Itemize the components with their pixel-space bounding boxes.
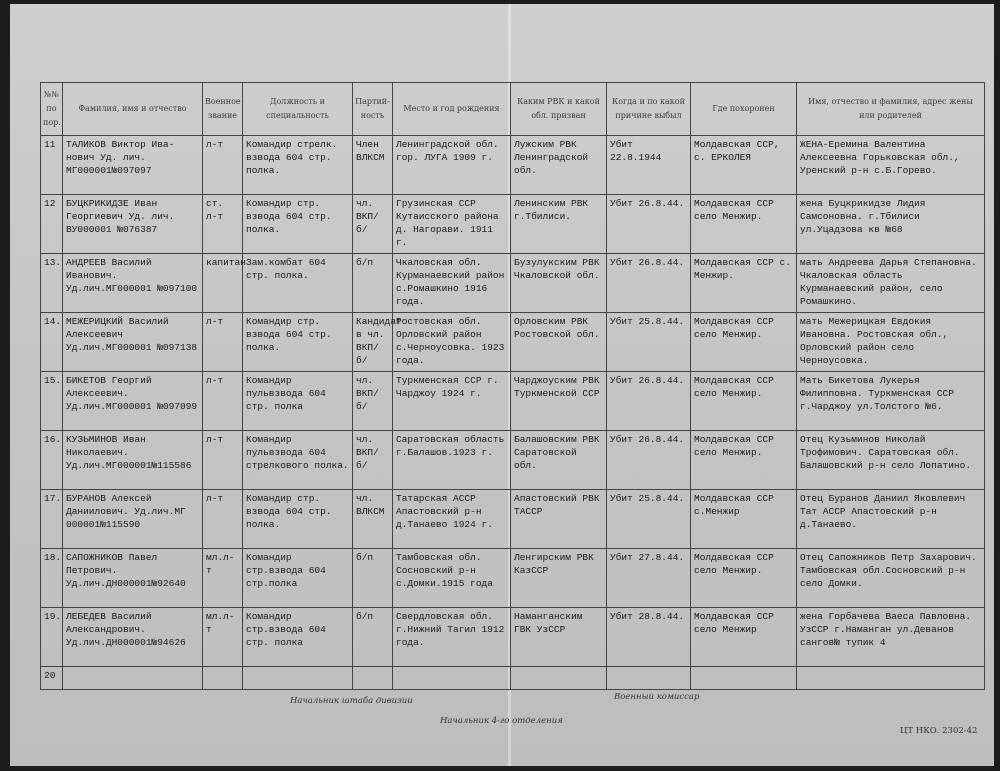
cell-rank: ст. л-т: [203, 195, 243, 254]
cell-birth: Тамбовская обл. Сосновский р-н с.Домки.1915 года: [393, 549, 511, 608]
cell-fio: КУЗЬМИНОВ Иван Николаевич. Уд.лич.МГ000001№115586: [63, 431, 203, 490]
header-party: Партий- ность: [353, 83, 393, 136]
table-row-empty: [41, 667, 985, 690]
cell-party: Член ВЛКСМ: [353, 136, 393, 195]
header-relative: Имя, отчество и фамилия, адрес жены или родителей: [797, 83, 985, 136]
cell-fio: САПОЖНИКОВ Павел Петрович. Уд.лич.ДН000001№92640: [63, 549, 203, 608]
cell-rvk: Орловским РВК Ростовской обл.: [511, 313, 607, 372]
table-row: [41, 254, 985, 313]
cell-rvk: Ленинским РВК г.Тбилиси.: [511, 195, 607, 254]
cell-num: 18.: [41, 549, 63, 608]
cell-when: Убит 26.8.44.: [607, 254, 691, 313]
cell-post: Командир стр.взвода 604 стр. полка: [243, 608, 353, 667]
cell-relative: мать Андреева Дарья Степановна. Чкаловская область Курманаевский район, село Ромашкино.: [797, 254, 985, 313]
cell-when: Убит 26.8.44.: [607, 431, 691, 490]
table-row: [41, 608, 985, 667]
cell-post: Командир пульвзвода 604 стр. полка: [243, 372, 353, 431]
cell-when: Убит 22.8.1944: [607, 136, 691, 195]
cell-birth: Саратовская область г.Балашов.1923 г.: [393, 431, 511, 490]
cell-buried: Молдавская ССР, с. ЕРКОЛЕЯ: [691, 136, 797, 195]
cell-fio: БУЦКРИКИДЗЕ Иван Георгиевич Уд. лич. ВУ000001 №076387: [63, 195, 203, 254]
cell-fio: БУРАНОВ Алексей Даниилович. Уд.лич.МГ 000001№115590: [63, 490, 203, 549]
table-row: [41, 313, 985, 372]
header-fio: Фамилия, имя и отчество: [63, 83, 203, 136]
cell-num: 13.: [41, 254, 63, 313]
cell-relative: Отец Кузьминов Николай Трофимович. Саратовская обл. Балашовский р-н село Лопатино.: [797, 431, 985, 490]
cell-buried: Молдавская ССР село Менжир.: [691, 549, 797, 608]
cell-party: б/п: [353, 549, 393, 608]
footer-chief-of-staff: Начальник штаба дивизии: [290, 696, 413, 706]
cell-empty: [393, 667, 511, 690]
cell-party: б/п: [353, 254, 393, 313]
cell-fio: ЛЕБЕДЕВ Василий Александрович. Уд.лич.ДН000001№94626: [63, 608, 203, 667]
cell-empty: [691, 667, 797, 690]
cell-rank: л-т: [203, 431, 243, 490]
table-row: [41, 490, 985, 549]
cell-birth: Ленинградской обл. гор. ЛУГА 1909 г.: [393, 136, 511, 195]
cell-fio: ТАЛИКОВ Виктор Ива- нович Уд. лич. МГ000001№097097: [63, 136, 203, 195]
cell-buried: Молдавская ССР с.Менжир: [691, 490, 797, 549]
cell-num: 19.: [41, 608, 63, 667]
cell-rvk: Бузулукским РВК Чкаловской обл.: [511, 254, 607, 313]
cell-rvk: Балашовским РВК Саратовской обл.: [511, 431, 607, 490]
cell-buried: Молдавская ССР село Менжир.: [691, 195, 797, 254]
cell-relative: Отец Буранов Даниил Яковлевич Тат АССР Апастовский р-н д.Танаево.: [797, 490, 985, 549]
cell-fio: БИКЕТОВ Георгий Алексеевич. Уд.лич.МГ000001 №097099: [63, 372, 203, 431]
cell-empty: [607, 667, 691, 690]
cell-empty: [63, 667, 203, 690]
cell-rank: л-т: [203, 490, 243, 549]
cell-post: Командир стр. взвода 604 стр. полка.: [243, 313, 353, 372]
cell-birth: Чкаловская обл. Курманаевский район с.Ромашкино 1916 года.: [393, 254, 511, 313]
cell-when: Убит 27.8.44.: [607, 549, 691, 608]
document-page: [10, 4, 994, 766]
cell-num: 11: [41, 136, 63, 195]
table-row: [41, 195, 985, 254]
cell-party: б/п: [353, 608, 393, 667]
header-rank: Военное звание: [203, 83, 243, 136]
cell-num: 15.: [41, 372, 63, 431]
header-when: Когда и по какой причине выбыл: [607, 83, 691, 136]
cell-buried: Молдавская ССР село Менжир.: [691, 372, 797, 431]
cell-party: чл. ВЛКСМ: [353, 490, 393, 549]
table-row: [41, 549, 985, 608]
header-rvk: Каким РВК и какой обл. призван: [511, 83, 607, 136]
cell-relative: Отец Сапожников Петр Захарович. Тамбовская обл.Сосновский р-н село Домки.: [797, 549, 985, 608]
cell-post: Командир стрелк. взвода 604 стр. полка.: [243, 136, 353, 195]
cell-rank: капитан: [203, 254, 243, 313]
cell-post: Командир пульвзвода 604 стрелкового полка.: [243, 431, 353, 490]
cell-num: 20: [41, 667, 63, 690]
cell-empty: [203, 667, 243, 690]
losses-register-table: [40, 82, 985, 690]
table-row: [41, 136, 985, 195]
cell-rank: л-т: [203, 372, 243, 431]
cell-when: Убит 25.8.44.: [607, 490, 691, 549]
cell-rvk: Ленгирским РВК КазССР: [511, 549, 607, 608]
cell-empty: [353, 667, 393, 690]
cell-num: 17.: [41, 490, 63, 549]
table-header-row: [41, 83, 985, 136]
cell-num: 16.: [41, 431, 63, 490]
cell-fio: АНДРЕЕВ Василий Иванович. Уд.лич.МГ000001 №097100: [63, 254, 203, 313]
cell-num: 12: [41, 195, 63, 254]
cell-rvk: Чарджоуским РВК Туркменской ССР: [511, 372, 607, 431]
cell-relative: ЖЕНА-Еремина Валентина Алексеевна Горьковская обл., Уренский р-н с.Б.Горево.: [797, 136, 985, 195]
cell-buried: Молдавская ССР село Менжир.: [691, 313, 797, 372]
cell-empty: [797, 667, 985, 690]
cell-post: Зам.комбат 604 стр. полка.: [243, 254, 353, 313]
cell-rank: л-т: [203, 313, 243, 372]
cell-when: Убит 25.8.44.: [607, 313, 691, 372]
cell-when: Убит 26.8.44.: [607, 195, 691, 254]
cell-num: 14.: [41, 313, 63, 372]
table-row: [41, 372, 985, 431]
footer-military-commissar: Военный комиссар: [614, 692, 700, 702]
cell-buried: Молдавская ССР село Менжир: [691, 608, 797, 667]
cell-buried: Молдавская ССР село Менжир.: [691, 431, 797, 490]
cell-rank: мл.л-т: [203, 608, 243, 667]
cell-empty: [243, 667, 353, 690]
cell-rvk: Наманганским ГВК УзССР: [511, 608, 607, 667]
cell-party: чл. ВКП/б/: [353, 372, 393, 431]
cell-birth: Ростовская обл. Орловский район с.Черноусовка. 1923 года.: [393, 313, 511, 372]
cell-birth: Татарская АССР Апастовский р-н д.Танаево 1924 г.: [393, 490, 511, 549]
cell-when: Убит 28.8.44.: [607, 608, 691, 667]
cell-empty: [511, 667, 607, 690]
cell-party: чл. ВКП/б/: [353, 195, 393, 254]
cell-post: Командир стр. взвода 604 стр. полка.: [243, 195, 353, 254]
cell-relative: Мать Бикетова Лукерья Филипповна. Туркменская ССР г.Чарджоу ул.Толстого №6.: [797, 372, 985, 431]
cell-post: Командир стр.взвода 604 стр.полка: [243, 549, 353, 608]
cell-relative: жена Горбачева Ваеса Павловна. УзССР г.Наманган ул.Деванов сангов№ тупик 4: [797, 608, 985, 667]
cell-rank: л-т: [203, 136, 243, 195]
cell-when: Убит 26.8.44.: [607, 372, 691, 431]
cell-rank: мл.л-т: [203, 549, 243, 608]
footer-department-head: Начальник 4-го отделения: [440, 716, 563, 726]
cell-rvk: Лужским РВК Ленинградской обл.: [511, 136, 607, 195]
header-num: №№ по пор.: [41, 83, 63, 136]
cell-fio: МЕЖЕРИЦКИЙ Василий Алексеевич Уд.лич.МГ000001 №097138: [63, 313, 203, 372]
cell-party: Кандидат в чл. ВКП/б/: [353, 313, 393, 372]
cell-birth: Грузинская ССР Кутаисского района д. Нагорави. 1911 г.: [393, 195, 511, 254]
header-birth: Место и год рождения: [393, 83, 511, 136]
cell-buried: Молдавская ССР с. Менжир.: [691, 254, 797, 313]
cell-birth: Свердловская обл. г.Нижний Тагил 1912 года.: [393, 608, 511, 667]
cell-relative: жена Буцкрикидзе Лидия Самсоновна. г.Тбилиси ул.Уцадзова кв №68: [797, 195, 985, 254]
cell-birth: Туркменская ССР г. Чарджоу 1924 г.: [393, 372, 511, 431]
footer-print-mark: ЦТ НКО. 2302-42: [900, 726, 978, 736]
header-buried: Где похоронен: [691, 83, 797, 136]
cell-rvk: Апастовский РВК ТАССР: [511, 490, 607, 549]
table-row: [41, 431, 985, 490]
cell-relative: мать Межерицкая Евдокия Ивановна. Ростовская обл., Орловский район село Черноусовка.: [797, 313, 985, 372]
cell-party: чл. ВКП/б/: [353, 431, 393, 490]
cell-post: Командир стр. взвода 604 стр. полка.: [243, 490, 353, 549]
header-post: Должность и специальность: [243, 83, 353, 136]
